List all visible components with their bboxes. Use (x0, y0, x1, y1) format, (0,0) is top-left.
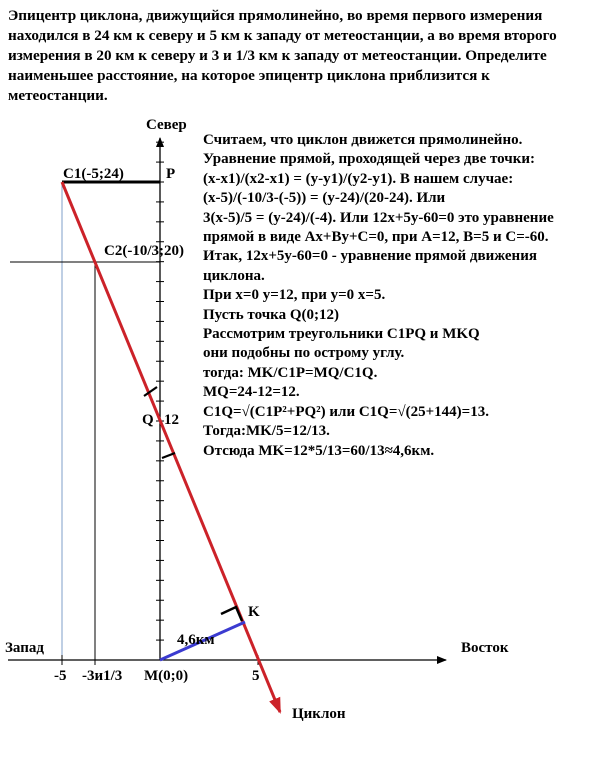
problem-line: находился в 24 км к северу и 5 км к западу от метеостанции, а во время второго (8, 27, 557, 44)
solution-line: Итак, 12x+5y-60=0 - уравнение прямой движения (203, 248, 537, 265)
cyclone-label: Циклон (292, 706, 346, 722)
c1-label: C1(-5;24) (63, 166, 124, 182)
mk-length-label: 4,6км (177, 632, 215, 648)
solution-line: (x-5)/(-10/3-(-5)) = (y-24)/(20-24). Или (203, 190, 446, 207)
solution-line: они подобны по острому углу. (203, 345, 405, 362)
north-label: Север (146, 117, 187, 133)
solution-line: При x=0 y=12, при y=0 x=5. (203, 287, 386, 304)
solution-line: Рассмотрим треугольники C1PQ и MKQ (203, 326, 480, 343)
p-label: P (166, 166, 176, 182)
c2-label: C2(-10/3;20) (104, 243, 184, 259)
q-label: Q (142, 412, 154, 428)
x-tick-5-label: 5 (252, 668, 260, 684)
x-tick-minus5-label: -5 (54, 668, 67, 684)
problem-line: Эпицентр циклона, движущийся прямолинейно, во время первого измерения (8, 7, 543, 24)
problem-line: измерения в 20 км к северу и 3 и 1/3 км к западу от метеостанции. Определите (8, 47, 547, 64)
problem-line: наименьшее расстояние, на которое эпицентр циклона приблизится к (8, 67, 490, 84)
x-tick-minus3-label: -3и1/3 (82, 668, 123, 684)
problem-line: метеостанции. (8, 87, 108, 104)
solution-line: 3(x-5)/5 = (y-24)/(-4). Или 12x+5y-60=0 это уравнение (203, 209, 554, 226)
east-label: Восток (461, 640, 509, 656)
solution-line: MQ=24-12=12. (203, 384, 300, 401)
q-value-label: 12 (164, 412, 179, 428)
solution-line: Тогда:MK/5=12/13. (203, 423, 330, 440)
solution-line: Уравнение прямой, проходящей через две точки: (203, 151, 536, 168)
solution-line: тогда: MK/C1P=MQ/C1Q. (203, 364, 378, 381)
solution-line: (x-x1)/(x2-x1) = (y-y1)/(y2-y1). В нашем случае: (203, 170, 514, 187)
solution-line: Считаем, что циклон движется прямолинейно. (203, 132, 523, 148)
origin-label: M(0;0) (144, 668, 189, 684)
solution-text (203, 131, 554, 461)
west-label: Запад (5, 640, 44, 656)
solution-line: C1Q=√(C1P²+PQ²) или C1Q=√(25+144)=13. (203, 403, 489, 420)
solution-line: прямой в виде Ax+By+C=0, при A=12, B=5 и C=-60. (203, 229, 549, 246)
solution-line: Отсюда MK=12*5/13=60/13≈4,6км. (203, 442, 435, 459)
solution-line: Пусть точка Q(0;12) (203, 306, 339, 323)
solution-line: циклона. (203, 267, 265, 284)
k-label: K (248, 604, 260, 620)
